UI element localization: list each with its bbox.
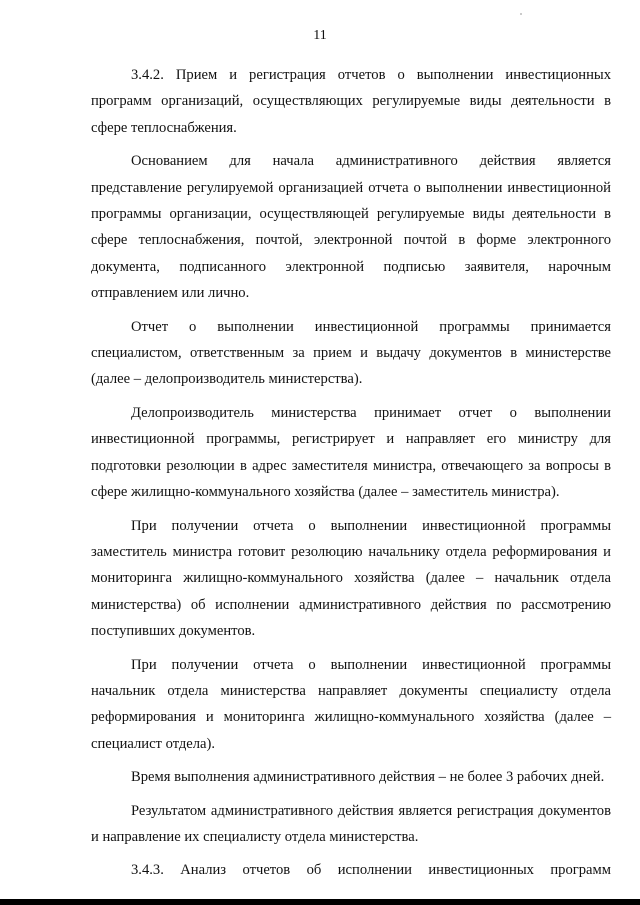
section-heading-3-4-2: 3.4.2. Прием и регистрация отчетов о выполнении инвестиционных программ организаций, осуществляющих регулируемые виды деятельности в сфере теплоснабжения.: [91, 67, 611, 136]
paragraph-clerk-registration: Делопроизводитель министерства принимает отчет о выполнении инвестиционной программы, регистрирует и направляет его министру для подготовки резолюции в адрес заместителя министра, отвечающего за вопросы в сфере жилищно-коммунального хозяйства (далее – заместитель министра).: [91, 404, 611, 501]
scan-bottom-edge: [0, 899, 640, 905]
paragraph-execution-time: Время выполнения административного действия – не более 3 рабочих дней.: [131, 769, 605, 786]
page-number: 11: [313, 28, 327, 43]
paragraph-department-head: При получении отчета о выполнении инвестиционной программы начальник отдела министерства направляет документы специалисту отдела реформирования и мониторинга жилищно-коммунального хозяйства (далее – специалист отдела).: [91, 656, 611, 752]
scan-speck: [520, 13, 522, 15]
paragraph-report-acceptance: Отчет о выполнении инвестиционной программы принимается специалистом, ответственным за прием и выдачу документов в министерстве (далее – делопроизводитель министерства).: [91, 318, 611, 388]
document-body: [91, 62, 611, 891]
paragraph-basis: Основанием для начала административного действия является представление регулируемой организацией отчета о выполнении инвестиционной программы организации, осуществляющей регулируемые виды деятельности в сфере теплоснабжения, почтой, электронной почтой в форме электронного документа, подписанного электронной подписью заявителя, нарочным отправлением или лично.: [91, 153, 611, 302]
section-heading-3-4-3: 3.4.3. Анализ отчетов об исполнении инвестиционных программ: [131, 862, 611, 879]
paragraph-result: Результатом административного действия является регистрация документов и направление их специалисту отдела министерства.: [91, 802, 611, 845]
paragraph-deputy-resolution: При получении отчета о выполнении инвестиционной программы заместитель министра готовит резолюцию начальнику отдела реформирования и мониторинга жилищно-коммунального хозяйства (далее – начальник отдела министерства) об исполнении административного действия по рассмотрению поступивших документов.: [91, 517, 611, 640]
